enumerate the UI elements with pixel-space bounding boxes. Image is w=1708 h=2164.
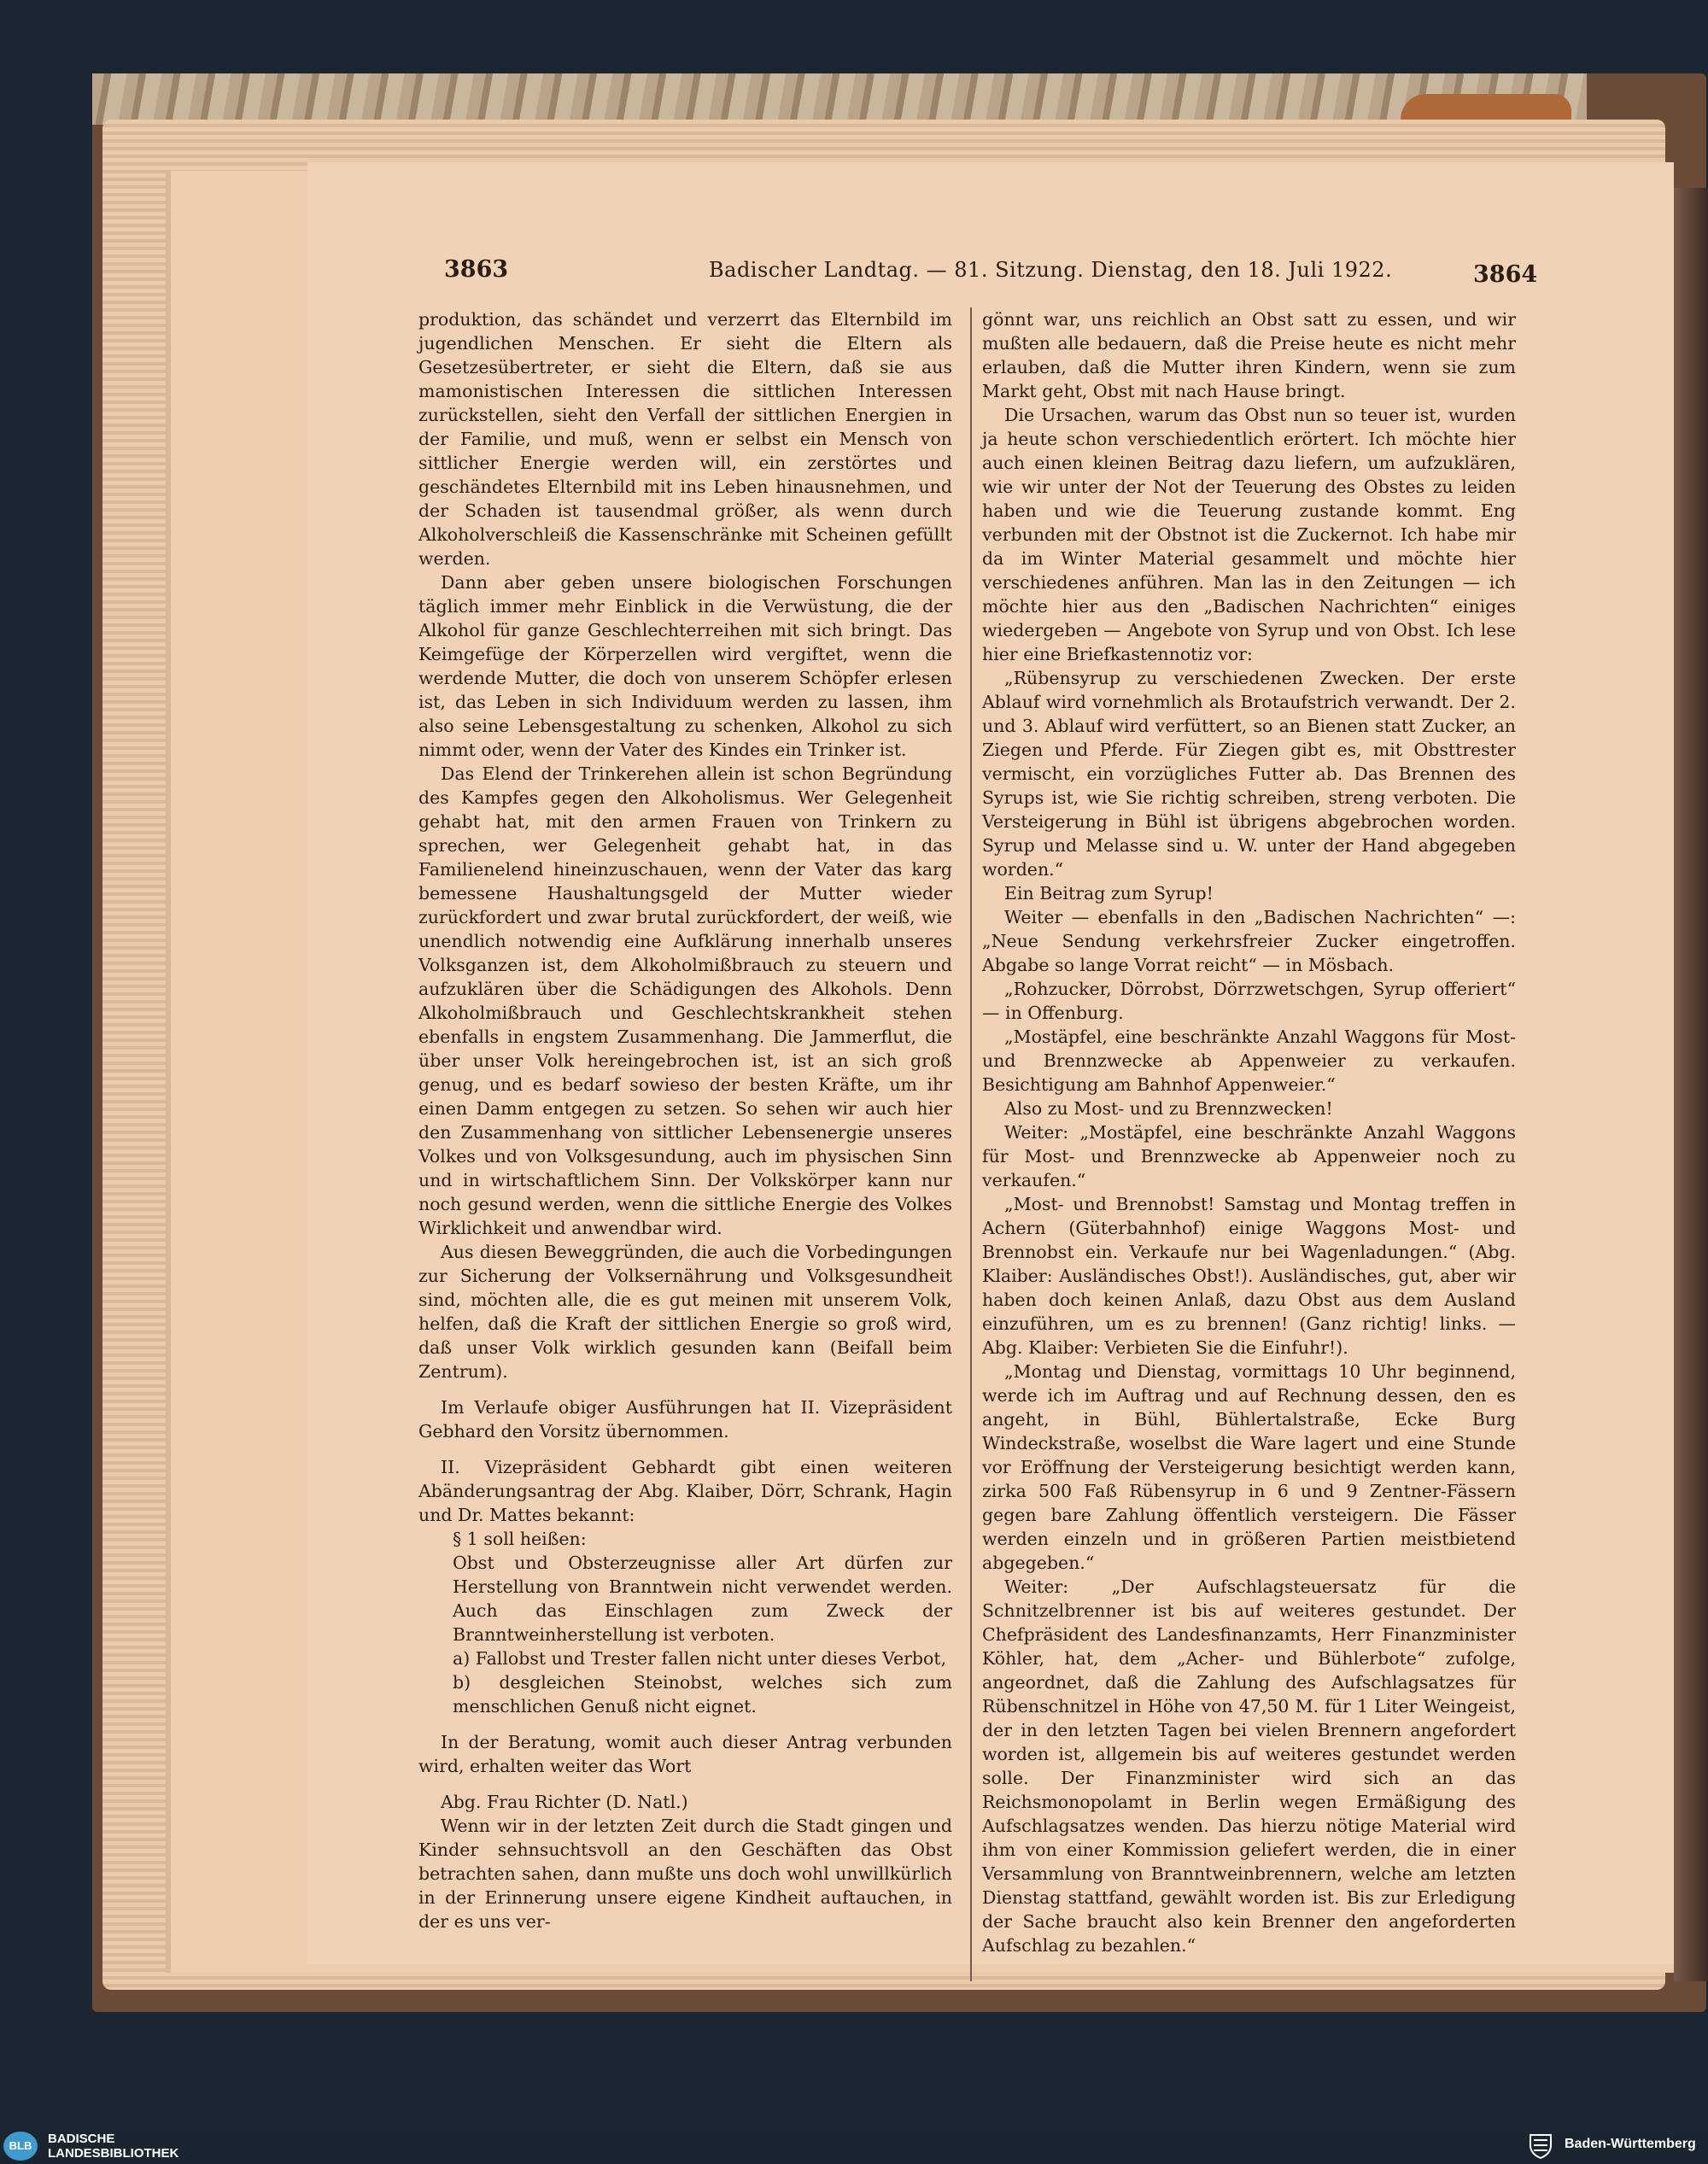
paragraph: Weiter: „Mostäpfel, eine beschränkte Anzahl Waggons für Most- und Brennzwecke ab Appenweier noch zu verkaufen.“: [982, 1122, 1516, 1190]
paragraph: Also zu Most- und zu Brennzwecken!: [1004, 1098, 1333, 1119]
motion-item-a: a) Fallobst und Trester fallen nicht unter dieses Verbot,: [453, 1648, 947, 1669]
paragraph: Aus diesen Beweggründen, die auch die Vorbedingungen zur Sicherung der Volksernährung und Volksgesundheit sind, möchten alle, die es gut meinen mit unserem Volk, helfen, daß die Kraft der sittlichen Energie so groß wird, daß unser Volk wirklich gesunden kann (Beifall beim Zentrum).: [418, 1242, 952, 1382]
column-divider: [970, 307, 972, 1981]
motion-text: Obst und Obsterzeugnisse aller Art dürfen zur Herstellung von Branntwein nicht verwendet werden. Auch das Einschlagen zum Zweck der Branntweinherstellung ist verboten.: [453, 1553, 952, 1645]
blb-line-1: BADISCHE: [48, 2132, 115, 2146]
quotation: „Rübensyrup zu verschiedenen Zwecken. Der erste Ablauf wird vornehmlich als Brotaufstrich verwandt. Der 2. und 3. Ablauf wird verfüttert, so an Bienen statt Zucker, an Ziegen und Pferde. Für Ziegen gibt es, mit Obsttrester vermischt, ein vorzügliches Futter ab. Das Brennen des Syrups ist, wie Sie richtig schreiben, streng verboten. Die Versteigerung in Bühl ist übrigens abgebrochen worden. Syrup und Melasse sind u. W. unter der Hand abgegeben worden.“: [982, 668, 1516, 880]
page-header: [307, 256, 1674, 294]
paragraph: produktion, das schändet und verzerrt das Elternbild im jugendlichen Menschen. Er sieht die Eltern als Gesetzesübertreter, er sieht die Eltern, daß sie aus mamonistischen Interessen die sittlichen Interessen zurückstellen, sieht den Verfall der sittlichen Energien in der Familie, und muß, wenn er selbst ein Mensch von sittlicher Energie werden will, ein zerstörtes und geschändetes Elternbild mit ins Leben hinausnehmen, und der Schaden ist tausendmal größer, als wenn durch Alkoholverschleiß die Kassenschränke mit Scheinen gefüllt werden.: [418, 309, 952, 569]
paragraph: „Most- und Brennobst! Samstag und Montag treffen in Achern (Güterbahnhof) einige Waggons Most- und Brennobst ein. Verkaufe nur bei Wagenladungen.“ (Abg. Klaiber: Ausländisches Obst!). Ausländisches, gut, aber wir haben doch keinen Anlaß, dazu Obst aus dem Ausland einzuführen, um es zu brennen! (Ganz richtig! links. — Abg. Klaiber: Verbieten Sie die Einfuhr!).: [982, 1194, 1516, 1358]
paragraph: Ein Beitrag zum Syrup!: [1004, 883, 1214, 904]
paragraph: Die Ursachen, warum das Obst nun so teuer ist, wurden ja heute schon verschiedentlich erörtert. Ich möchte hier auch einen kleinen Beitrag dazu liefern, um aufzuklären, wie wir unter der Not der Teuerung des Obstes zu leiden haben und wie die Teuerung zustande kommt. Eng verbunden mit der Obstnot ist die Zuckernot. Ich habe mir da im Winter Material gesammelt und möchte hier verschiedenes anführen. Man las in den Zeitungen — ich möchte hier aus den „Badischen Nachrichten“ einiges wiedergeben — Angebote von Syrup und von Obst. Ich lese hier eine Briefkastennotiz vor:: [982, 405, 1516, 664]
quotation: „Montag und Dienstag, vormittags 10 Uhr beginnend, werde ich im Auftrag und auf Rechnung dessen, den es angeht, in Bühl, Bühlertalstraße, Ecke Burg Windeckstraße, woselbst die Ware lagert und eine Stunde vor Eröffnung der Versteigerung besichtigt werden kann, zirka 500 Faß Rübensyrup in 6 und 9 Zentner-Fässern gegen bare Zahlung öffentlich versteigern. Die Fässer werden einzeln und in größeren Partien meistbietend abgegeben.“: [982, 1361, 1516, 1573]
blb-logo-text: [48, 2132, 178, 2161]
page-number-left: 3863: [444, 256, 509, 283]
chair-note: Im Verlaufe obiger Ausführungen hat II. Vizepräsident Gebhard den Vorsitz übernommen.: [418, 1397, 952, 1442]
quotation: „Mostäpfel, eine beschränkte Anzahl Waggons für Most- und Brennzwecke ab Appenweier zu verkaufen. Besichtigung am Bahnhof Appenweier.“: [982, 1026, 1516, 1095]
speaker-heading: Abg. Frau Richter (D. Natl.): [441, 1792, 688, 1812]
left-column: [418, 307, 952, 1933]
document-page: [307, 162, 1674, 1964]
motion-heading: § 1 soll heißen:: [453, 1529, 587, 1549]
motion-announcement: II. Vizepräsident Gebhardt gibt einen weiteren Abänderungsantrag der Abg. Klaiber, Dörr, Schrank, Hagin und Dr. Mattes bekannt:: [418, 1457, 952, 1525]
paragraph: Weiter — ebenfalls in den „Badischen Nachrichten“ —: „Neue Sendung verkehrsfreier Zucker eingetroffen. Abgabe so lange Vorrat reicht“ — in Mösbach.: [982, 907, 1516, 975]
gutter-shadow: [1674, 188, 1708, 1981]
footer-bar: [0, 2126, 1708, 2164]
marbled-edge: [92, 73, 1587, 125]
blb-line-2: LANDESBIBLIOTHEK: [48, 2146, 179, 2161]
blb-logo-icon: BLB: [3, 2132, 38, 2161]
bw-logo-text: Baden-Württemberg: [1565, 2137, 1696, 2151]
page-number-right: 3864: [1473, 261, 1538, 288]
bw-coat-of-arms-icon: [1529, 2132, 1553, 2159]
paragraph: Das Elend der Trinkerehen allein ist schon Begründung des Kampfes gegen den Alkoholismus. Wer Gelegenheit gehabt hat, mit den armen Frauen von Trinkern zu sprechen, wer Gelegenheit gehabt hat, in das Familienelend hineinzuschauen, wenn der Vater das karg bemessene Haushaltungsgeld der Mutter wieder zurückfordert und zwar brutal zurückfordert, der weiß, wie unendlich notwendig eine Aufklärung innerhalb unseres Volksganzen ist, dem Alkoholmißbrauch zu steuern und aufzuklären über die Schädigungen des Alkohols. Denn Alkoholmißbrauch und Geschlechtskrankheit stehen ebenfalls in engstem Zusammenhang. Die Jammerflut, die über unser Volk hereingebrochen ist, ist an sich groß genug, und es bedarf sowieso der besten Kräfte, um ihr einen Damm entgegen zu setzen. So sehen wir auch hier den Zusammenhang von sittlicher Lebensenergie unseres Volkes und von Volksgesundung, auch im physischen Sinn und in wirtschaftlichem Sinn. Der Volkskörper kann nur noch gesund werden, wenn die sittliche Energie des Volkes Wirklichkeit und anwendbar wird.: [418, 763, 952, 1238]
paragraph: gönnt war, uns reichlich an Obst satt zu essen, und wir mußten alle bedauern, daß die Preise heute es nicht mehr erlauben, daß die Mutter ihren Kindern, wenn sie zum Markt geht, Obst mit nach Hause bringt.: [982, 309, 1516, 401]
paragraph: Wenn wir in der letzten Zeit durch die Stadt gingen und Kinder sehnsuchtsvoll an den Geschäften das Obst betrachten sahen, dann mußte uns doch wohl unwillkürlich in der Erinnerung unsere eigene Kindheit auftauchen, in der es uns ver-: [418, 1816, 952, 1932]
paragraph: Dann aber geben unsere biologischen Forschungen täglich immer mehr Einblick in die Verwüstung, die der Alkohol für ganze Geschlechterreihen mit sich bringt. Das Keimgefüge der Körperzellen wird vergiftet, wenn die werdende Mutter, die doch von unserem Schöpfer erlesen ist, das Leben in sich Individuum werden zu lassen, ihm also seine Lebensgestaltung zu schenken, Alkohol zu sich nimmt oder, wenn der Vater des Kindes ein Trinker ist.: [418, 572, 952, 760]
paragraph: In der Beratung, womit auch dieser Antrag verbunden wird, erhalten weiter das Wort: [418, 1732, 952, 1776]
right-column: [982, 307, 1516, 1957]
paragraph: Weiter: „Der Aufschlagsteuersatz für die Schnitzelbrenner ist bis auf weiteres gestundet. Der Chefpräsident des Landesfinanzamts, Herr Finanzminister Köhler, hat, dem „Acher- und Bühlerbote“ zufolge, angeordnet, daß die Zahlung des Aufschlagsatzes für Rübenschnitzel in Höhe von 47,50 M. für 1 Liter Weingeist, der in den letzten Tagen bei vielen Brennern angefordert worden ist, allgemein bis auf weiteres gestundet werden solle. Der Finanzminister wird sich an das Reichsmonopolamt in Berlin wegen Ermäßigung des Aufschlagsatzes wenden. Das hierzu nötige Material wird ihm von einer Kommission geliefert werden, die in einer Versammlung von Branntweinbrennern, welche am letzten Dienstag stattfand, gewählt worden ist. Bis zur Erledigung der Sache braucht also kein Brenner den angeforderten Aufschlag zu bezahlen.“: [982, 1576, 1516, 1956]
quotation: „Rohzucker, Dörrobst, Dörrzwetschgen, Syrup offeriert“ — in Offenburg.: [982, 979, 1516, 1023]
running-title: Badischer Landtag. — 81. Sitzung. Dienstag, den 18. Juli 1922.: [709, 258, 1393, 282]
motion-item-b: b) desgleichen Steinobst, welches sich zum menschlichen Genuß nicht eignet.: [453, 1672, 952, 1717]
